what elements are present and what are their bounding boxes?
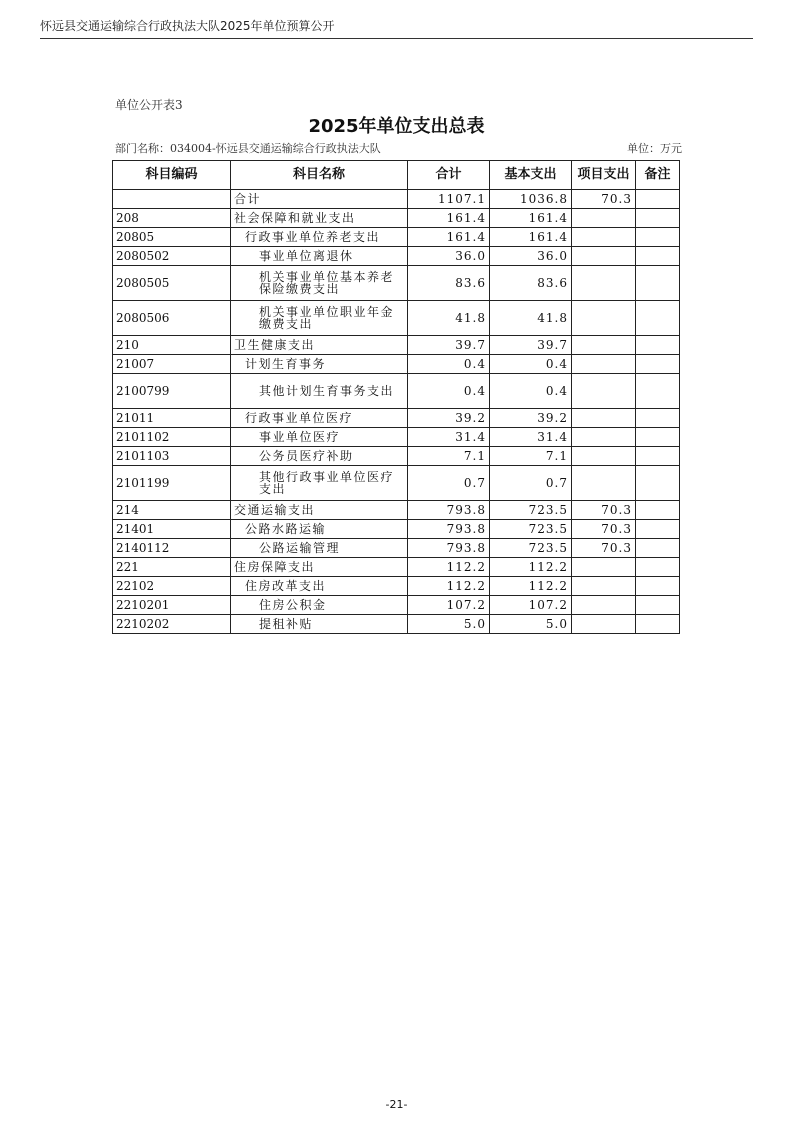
cell-project bbox=[572, 336, 636, 355]
cell-note bbox=[636, 301, 680, 336]
cell-note bbox=[636, 336, 680, 355]
expenditure-table bbox=[112, 160, 680, 634]
cell-total: 39.7 bbox=[408, 336, 490, 355]
unit-label: 单位：万元 bbox=[627, 142, 682, 155]
cell-project bbox=[572, 355, 636, 374]
table-row bbox=[113, 409, 680, 428]
table-row bbox=[113, 615, 680, 634]
cell-basic: 36.0 bbox=[490, 247, 572, 266]
table-row bbox=[113, 247, 680, 266]
cell-name: 卫生健康支出 bbox=[231, 336, 408, 355]
cell-basic: 41.8 bbox=[490, 301, 572, 336]
table-row bbox=[113, 428, 680, 447]
cell-basic: 723.5 bbox=[490, 501, 572, 520]
cell-basic: 112.2 bbox=[490, 577, 572, 596]
col-header-basic: 基本支出 bbox=[490, 161, 572, 190]
cell-code: 2210201 bbox=[113, 596, 231, 615]
cell-code: 2100799 bbox=[113, 374, 231, 409]
cell-basic: 161.4 bbox=[490, 228, 572, 247]
cell-note bbox=[636, 409, 680, 428]
cell-code: 21401 bbox=[113, 520, 231, 539]
table-row bbox=[113, 336, 680, 355]
cell-note bbox=[636, 447, 680, 466]
cell-name: 合计 bbox=[231, 190, 408, 209]
dept-name: 部门名称：034004-怀远县交通运输综合行政执法大队 bbox=[115, 142, 381, 155]
cell-basic: 7.1 bbox=[490, 447, 572, 466]
cell-total: 5.0 bbox=[408, 615, 490, 634]
table-row bbox=[113, 266, 680, 301]
table-number: 单位公开表3 bbox=[115, 98, 183, 112]
cell-project: 70.3 bbox=[572, 539, 636, 558]
header-rule bbox=[40, 38, 753, 39]
table-row bbox=[113, 539, 680, 558]
cell-basic: 0.4 bbox=[490, 355, 572, 374]
cell-project bbox=[572, 428, 636, 447]
cell-code: 2210202 bbox=[113, 615, 231, 634]
cell-basic: 112.2 bbox=[490, 558, 572, 577]
cell-total: 36.0 bbox=[408, 247, 490, 266]
cell-note bbox=[636, 355, 680, 374]
cell-note bbox=[636, 615, 680, 634]
cell-code: 2080505 bbox=[113, 266, 231, 301]
cell-code: 21011 bbox=[113, 409, 231, 428]
cell-code: 208 bbox=[113, 209, 231, 228]
cell-note bbox=[636, 501, 680, 520]
cell-note bbox=[636, 190, 680, 209]
cell-code bbox=[113, 190, 231, 209]
cell-code: 20805 bbox=[113, 228, 231, 247]
cell-name: 社会保障和就业支出 bbox=[231, 209, 408, 228]
cell-project bbox=[572, 577, 636, 596]
cell-basic: 1036.8 bbox=[490, 190, 572, 209]
cell-project bbox=[572, 615, 636, 634]
cell-note bbox=[636, 596, 680, 615]
cell-project bbox=[572, 558, 636, 577]
cell-basic: 31.4 bbox=[490, 428, 572, 447]
cell-project: 70.3 bbox=[572, 501, 636, 520]
cell-code: 2101103 bbox=[113, 447, 231, 466]
cell-note bbox=[636, 209, 680, 228]
cell-basic: 161.4 bbox=[490, 209, 572, 228]
cell-project: 70.3 bbox=[572, 520, 636, 539]
cell-note bbox=[636, 247, 680, 266]
table-row bbox=[113, 228, 680, 247]
table-row bbox=[113, 301, 680, 336]
cell-total: 161.4 bbox=[408, 209, 490, 228]
cell-project bbox=[572, 228, 636, 247]
cell-name: 住房改革支出 bbox=[231, 577, 408, 596]
cell-note bbox=[636, 539, 680, 558]
cell-total: 107.2 bbox=[408, 596, 490, 615]
cell-name: 其他计划生育事务支出 bbox=[231, 374, 408, 409]
cell-name: 行政事业单位养老支出 bbox=[231, 228, 408, 247]
table-row bbox=[113, 209, 680, 228]
table-body bbox=[113, 190, 680, 634]
table-row bbox=[113, 355, 680, 374]
cell-total: 31.4 bbox=[408, 428, 490, 447]
meta-line bbox=[115, 140, 682, 156]
cell-total: 112.2 bbox=[408, 577, 490, 596]
cell-name: 公路水路运输 bbox=[231, 520, 408, 539]
cell-basic: 0.4 bbox=[490, 374, 572, 409]
cell-basic: 0.7 bbox=[490, 466, 572, 501]
cell-basic: 39.2 bbox=[490, 409, 572, 428]
page-number: -21- bbox=[385, 1098, 408, 1111]
cell-total: 7.1 bbox=[408, 447, 490, 466]
table-row bbox=[113, 558, 680, 577]
cell-code: 21007 bbox=[113, 355, 231, 374]
table-row bbox=[113, 501, 680, 520]
cell-total: 0.4 bbox=[408, 355, 490, 374]
cell-total: 793.8 bbox=[408, 501, 490, 520]
cell-code: 221 bbox=[113, 558, 231, 577]
cell-total: 161.4 bbox=[408, 228, 490, 247]
cell-code: 210 bbox=[113, 336, 231, 355]
table-row bbox=[113, 447, 680, 466]
running-header: 怀远县交通运输综合行政执法大队2025年单位预算公开 bbox=[40, 19, 335, 33]
cell-code: 2101102 bbox=[113, 428, 231, 447]
cell-name: 事业单位医疗 bbox=[231, 428, 408, 447]
cell-total: 793.8 bbox=[408, 539, 490, 558]
cell-name: 交通运输支出 bbox=[231, 501, 408, 520]
cell-code: 2101199 bbox=[113, 466, 231, 501]
cell-project bbox=[572, 409, 636, 428]
cell-code: 214 bbox=[113, 501, 231, 520]
cell-name: 机关事业单位职业年金缴费支出 bbox=[231, 301, 408, 336]
col-header-note: 备注 bbox=[636, 161, 680, 190]
table-row bbox=[113, 596, 680, 615]
cell-total: 793.8 bbox=[408, 520, 490, 539]
table-row bbox=[113, 190, 680, 209]
cell-name: 计划生育事务 bbox=[231, 355, 408, 374]
col-header-total: 合计 bbox=[408, 161, 490, 190]
cell-note bbox=[636, 374, 680, 409]
cell-total: 112.2 bbox=[408, 558, 490, 577]
cell-basic: 723.5 bbox=[490, 539, 572, 558]
cell-total: 0.4 bbox=[408, 374, 490, 409]
cell-project bbox=[572, 447, 636, 466]
cell-project bbox=[572, 466, 636, 501]
cell-code: 2080502 bbox=[113, 247, 231, 266]
cell-note bbox=[636, 266, 680, 301]
cell-name: 行政事业单位医疗 bbox=[231, 409, 408, 428]
table-row bbox=[113, 577, 680, 596]
cell-name: 其他行政事业单位医疗支出 bbox=[231, 466, 408, 501]
cell-project bbox=[572, 374, 636, 409]
col-header-code: 科目编码 bbox=[113, 161, 231, 190]
cell-code: 2080506 bbox=[113, 301, 231, 336]
cell-total: 39.2 bbox=[408, 409, 490, 428]
table-row bbox=[113, 466, 680, 501]
cell-project bbox=[572, 266, 636, 301]
cell-total: 83.6 bbox=[408, 266, 490, 301]
cell-note bbox=[636, 428, 680, 447]
cell-name: 提租补贴 bbox=[231, 615, 408, 634]
cell-total: 41.8 bbox=[408, 301, 490, 336]
cell-note bbox=[636, 520, 680, 539]
cell-basic: 723.5 bbox=[490, 520, 572, 539]
cell-total: 1107.1 bbox=[408, 190, 490, 209]
cell-name: 机关事业单位基本养老保险缴费支出 bbox=[231, 266, 408, 301]
cell-basic: 83.6 bbox=[490, 266, 572, 301]
cell-code: 2140112 bbox=[113, 539, 231, 558]
cell-note bbox=[636, 577, 680, 596]
cell-name: 公务员医疗补助 bbox=[231, 447, 408, 466]
page-title: 2025年单位支出总表 bbox=[308, 116, 485, 137]
cell-project bbox=[572, 301, 636, 336]
cell-project bbox=[572, 209, 636, 228]
cell-name: 住房公积金 bbox=[231, 596, 408, 615]
cell-basic: 107.2 bbox=[490, 596, 572, 615]
cell-total: 0.7 bbox=[408, 466, 490, 501]
table-row bbox=[113, 520, 680, 539]
cell-name: 住房保障支出 bbox=[231, 558, 408, 577]
col-header-name: 科目名称 bbox=[231, 161, 408, 190]
cell-project bbox=[572, 596, 636, 615]
cell-basic: 5.0 bbox=[490, 615, 572, 634]
table-row bbox=[113, 374, 680, 409]
col-header-project: 项目支出 bbox=[572, 161, 636, 190]
cell-note bbox=[636, 466, 680, 501]
cell-project bbox=[572, 247, 636, 266]
cell-code: 22102 bbox=[113, 577, 231, 596]
cell-note bbox=[636, 228, 680, 247]
cell-project: 70.3 bbox=[572, 190, 636, 209]
cell-name: 事业单位离退休 bbox=[231, 247, 408, 266]
cell-name: 公路运输管理 bbox=[231, 539, 408, 558]
cell-note bbox=[636, 558, 680, 577]
cell-basic: 39.7 bbox=[490, 336, 572, 355]
